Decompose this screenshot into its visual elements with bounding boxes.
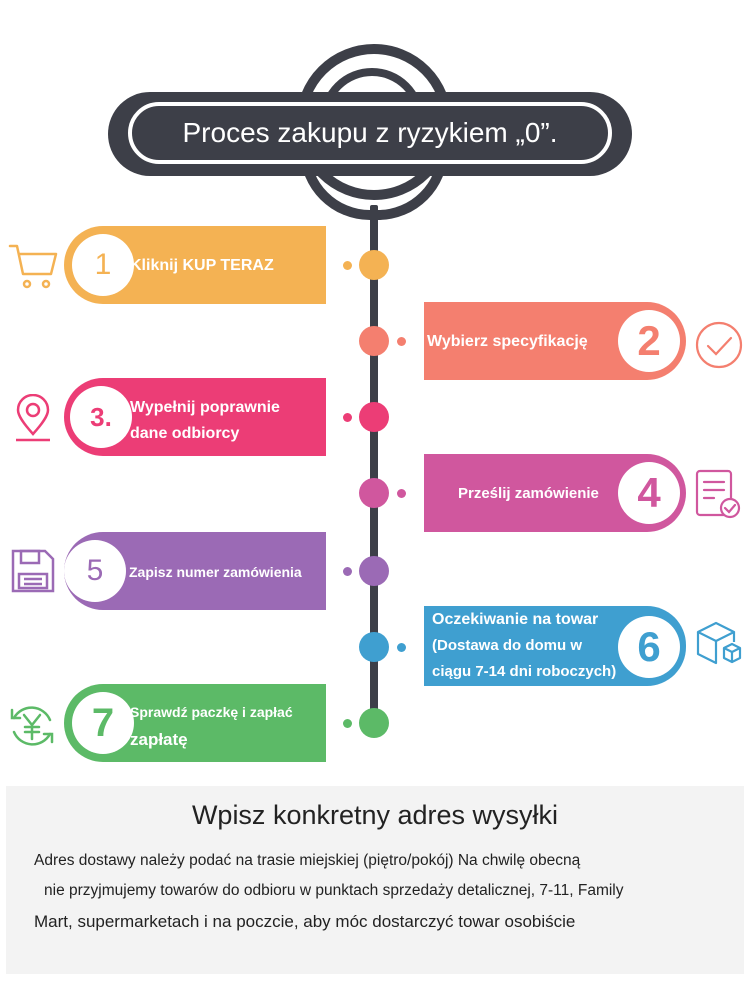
step-2-number: 2	[637, 317, 661, 364]
step-7-node	[359, 708, 389, 738]
address-box-line-2: nie przyjmujemy towarów do odbioru w punktach sprzedaży detalicznej, 7-11, Family	[44, 882, 624, 899]
yen-refresh-icon	[6, 700, 58, 757]
step-7-number: 7	[91, 700, 115, 745]
step-5-label: Zapisz numer zamówienia	[129, 564, 302, 580]
step-3-label-line2: dane odbiorcy	[130, 425, 240, 442]
step-6-label-line3: ciągu 7-14 dni roboczych)	[432, 663, 617, 680]
step-5-node	[359, 556, 389, 586]
step-2-number-badge	[618, 310, 680, 372]
step-1-label: Kliknij KUP TERAZ	[130, 257, 274, 274]
address-box-line-1: Adres dostawy należy podać na trasie miejskiej (piętro/pokój) Na chwilę obecną	[34, 852, 581, 869]
step-1-number: 1	[94, 248, 112, 281]
step-5-number-badge	[64, 540, 126, 602]
step-6-label-line1: Oczekiwanie na towar	[432, 611, 599, 628]
package-box-icon	[694, 618, 744, 673]
step-6-label-line2: (Dostawa do domu w	[432, 637, 582, 654]
step-7-number-badge	[72, 692, 134, 754]
page-title: Proces zakupu z ryzykiem „0”.	[182, 117, 558, 148]
step-6-number-badge	[618, 616, 680, 678]
step-1-node	[359, 250, 389, 280]
checkmark-circle-icon	[694, 320, 744, 375]
step-7-label-line2: zapłatę	[130, 730, 188, 749]
address-box-title: Wpisz konkretny adres wysyłki	[191, 800, 559, 830]
step-7-connector-dot	[343, 719, 352, 728]
step-2-connector-dot	[397, 337, 406, 346]
step-4-label: Prześlij zamówienie	[458, 485, 599, 502]
step-2-node	[359, 326, 389, 356]
step-4-number: 4	[637, 469, 661, 516]
order-document-icon	[694, 468, 742, 525]
step-6-connector-dot	[397, 643, 406, 652]
shopping-cart-icon	[8, 242, 58, 295]
step-2-label: Wybierz specyfikację	[427, 333, 588, 350]
step-3-connector-dot	[343, 413, 352, 422]
step-5-number: 5	[86, 554, 104, 587]
location-pin-icon	[12, 394, 54, 449]
step-5-connector-dot	[343, 567, 352, 576]
step-7-label-line1: Sprawdź paczkę i zapłać	[130, 704, 293, 720]
step-4-node	[359, 478, 389, 508]
step-6-number: 6	[637, 623, 661, 670]
floppy-disk-icon	[10, 548, 56, 599]
step-3-node	[359, 402, 389, 432]
step-6-node	[359, 632, 389, 662]
step-3-number: 3.	[90, 401, 112, 432]
step-4-connector-dot	[397, 489, 406, 498]
step-1-number-badge	[72, 234, 134, 296]
title-frame	[128, 102, 612, 164]
address-box-line-3: Mart, supermarketach i na poczcie, aby móc dostarczyć towar osobiście	[34, 912, 576, 931]
step-3-number-badge	[70, 386, 132, 448]
step-1-connector-dot	[343, 261, 352, 270]
step-4-number-badge	[618, 462, 680, 524]
step-3-label-line1: Wypełnij poprawnie	[130, 399, 280, 416]
